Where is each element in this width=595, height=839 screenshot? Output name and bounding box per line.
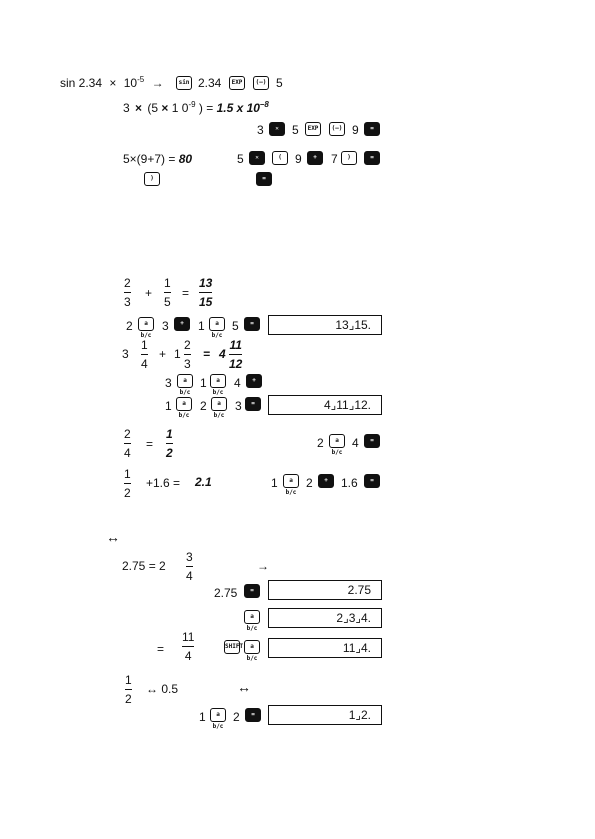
key-3: 3 [257, 123, 264, 137]
plus-key-icon: + [174, 317, 190, 331]
key-2: 2 [317, 436, 324, 450]
key-2-75: 2.75 [214, 586, 238, 600]
display-13-15: 13⌟15. [268, 315, 382, 335]
result-1-2: 1 2 [166, 427, 173, 460]
expression-3x5e-9: 3 × (5 × 1 $0^{-9}$ ) = 1.5 x $10^{-8}$ [123, 100, 269, 115]
fraction-1-5: 1 5 [164, 276, 171, 309]
right-arrow: → [257, 559, 269, 573]
key-3: 3 [162, 319, 169, 333]
key-5: 5 [292, 123, 299, 137]
key-2: 2 [200, 399, 207, 413]
key-1: 1 [200, 376, 207, 390]
equals-key-icon: = [245, 397, 261, 411]
close-paren-key-icon: ) [144, 172, 160, 186]
negative-key-icon: (–) [329, 122, 345, 136]
key-7: 7 [331, 152, 338, 166]
fraction-key-icon: a b/c [138, 317, 154, 331]
expression-5x9plus7: 5×(9+7) = 80 [123, 152, 193, 166]
result-fraction-11-12: 11 12 [229, 338, 243, 371]
key-2: 2 [126, 319, 133, 333]
key-9: 9 [352, 123, 359, 137]
equals-key-icon: = [364, 151, 380, 165]
result-2-1: 2.1 [195, 475, 212, 489]
key-4: 4 [234, 376, 241, 390]
equals-sign: = [182, 286, 190, 300]
equals-key-icon: = [244, 584, 260, 598]
value-2-34: 2.34 [198, 76, 222, 90]
conversion-arrow: ↔ [237, 679, 251, 695]
fraction-key-icon: a b/c [209, 317, 225, 331]
fraction-1-2: 1 2 [125, 673, 132, 706]
fraction-key-icon: a b/c [211, 397, 227, 411]
fraction-1-2: 1 2 [124, 467, 131, 500]
fraction-key-icon: a b/c [244, 610, 260, 624]
fraction-11-4: 11 4 [182, 630, 195, 663]
plus-key-icon: + [246, 374, 262, 388]
key-5: 5 [237, 152, 244, 166]
key-5: 5 [232, 319, 239, 333]
equals-key-icon: = [364, 434, 380, 448]
plus-sign: + [159, 347, 167, 361]
fraction-key-icon: a b/c [244, 640, 260, 654]
equals-key-icon: = [244, 317, 260, 331]
key-9: 9 [295, 152, 302, 166]
plus-1-6: +1.6 = [146, 476, 181, 490]
plus-key-icon: + [318, 474, 334, 488]
fraction-key-icon: a b/c [283, 474, 299, 488]
exp-key-icon: EXP [229, 76, 245, 90]
fraction-key-icon: a b/c [329, 434, 345, 448]
to-decimal: ↔ 0.5 [146, 682, 179, 696]
fraction-key-icon: a b/c [176, 397, 192, 411]
key-1: 1 [199, 710, 206, 724]
key-1: 1 [198, 319, 205, 333]
negative-key-icon: (–) [253, 76, 269, 90]
plus-sign: + [145, 286, 153, 300]
equals-key-icon: = [364, 474, 380, 488]
key-2: 2 [306, 476, 313, 490]
plus-key-icon: + [307, 151, 323, 165]
shift-key-icon: SHIFT [224, 640, 240, 654]
display-4-11-12: 4⌟11⌟12. [268, 395, 382, 415]
display-11-4: 11⌟4. [268, 638, 382, 658]
fraction-1-4: 1 4 [141, 338, 148, 371]
result-13-15: 13 15 [199, 276, 213, 309]
times-key-icon: ✕ [249, 151, 265, 165]
fraction-3-4: 3 4 [186, 550, 193, 583]
fraction-2-3: 2 3 [184, 338, 191, 371]
conversion-arrow: ↔ [106, 529, 120, 545]
fraction-key-icon: a b/c [210, 708, 226, 722]
close-paren-key-icon: ) [341, 151, 357, 165]
whole-3: 3 [122, 347, 129, 361]
whole-1: 1 [174, 347, 181, 361]
equals-key-icon: = [364, 122, 380, 136]
key-2: 2 [233, 710, 240, 724]
value-5: 5 [276, 76, 283, 90]
display-2-3-4: 2⌟3⌟4. [268, 608, 382, 628]
display-2-75: 2.75 [268, 580, 382, 600]
fraction-2-4: 2 4 [124, 427, 131, 460]
result-whole-4: 4 [219, 347, 226, 361]
sin-expression: $\sin 2.34 \times 10^{-5}$ → [60, 75, 164, 90]
times-key-icon: ✕ [269, 122, 285, 136]
fraction-key-icon: a b/c [177, 374, 193, 388]
equals-sign: = [146, 437, 154, 451]
key-1-6: 1.6 [341, 476, 358, 490]
equals-sign: = [157, 642, 165, 656]
key-3: 3 [165, 376, 172, 390]
display-1-2: 1⌟2. [268, 705, 382, 725]
key-1: 1 [271, 476, 278, 490]
exp-key-icon: EXP [305, 122, 321, 136]
fraction-key-icon: a b/c [210, 374, 226, 388]
decimal-to-mixed: 2.75 = 2 [122, 559, 166, 573]
equals-key-icon: = [256, 172, 272, 186]
key-4: 4 [352, 436, 359, 450]
sin-key-icon: sin [176, 76, 192, 90]
key-3: 3 [235, 399, 242, 413]
equals-sign: = [203, 347, 211, 361]
equals-key-icon: = [245, 708, 261, 722]
open-paren-key-icon: ( [272, 151, 288, 165]
key-1: 1 [165, 399, 172, 413]
fraction-2-3: 2 3 [124, 276, 131, 309]
